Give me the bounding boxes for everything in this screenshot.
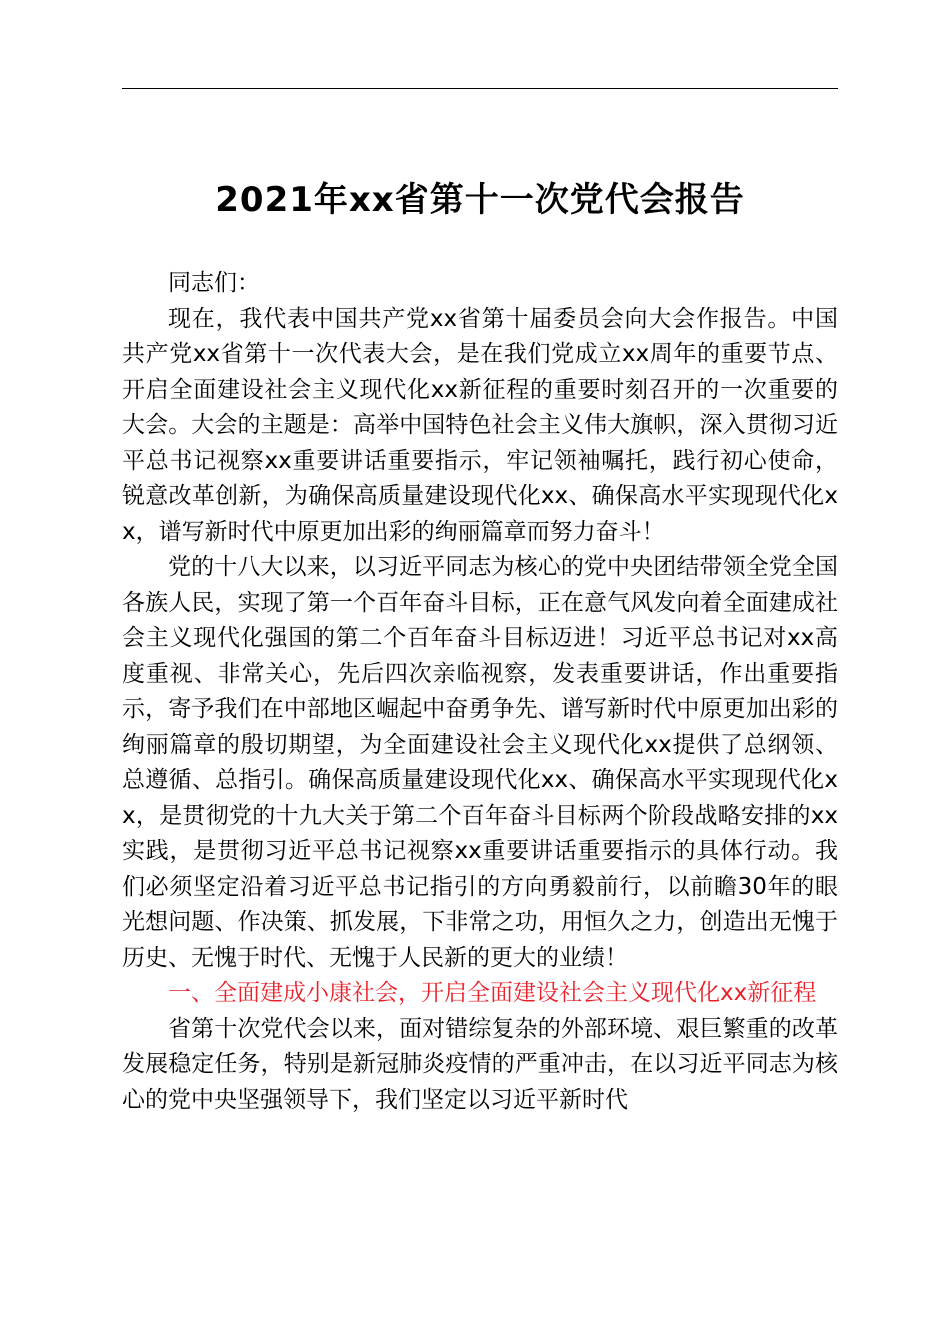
document-body: [122, 266, 838, 1118]
salutation: 同志们：: [168, 270, 260, 296]
document-title: 2021年xx省第十一次党代会报告: [215, 180, 745, 220]
section-heading: 一、全面建成小康社会，开启全面建设社会主义现代化xx新征程: [168, 980, 817, 1006]
body-paragraph: 现在，我代表中国共产党xx省第十届委员会向大会作报告。中国共产党xx省第十一次代表大会，是在我们党成立xx周年的重要节点、开启全面建设社会主义现代化xx新征程的重要时刻召开的一次重要的大会。大会的主题是：高举中国特色社会主义伟大旗帜，深入贯彻习近平总书记视察xx重要讲话重要指示，牢记领袖嘱托，践行初心使命，锐意改革创新，为确保高质量建设现代化xx、确保高水平实现现代化xx，谱写新时代中原更加出彩的绚丽篇章而努力奋斗！: [122, 305, 838, 545]
header-rule: [122, 88, 838, 89]
body-paragraph: 党的十八大以来，以习近平同志为核心的党中央团结带领全党全国各族人民，实现了第一个百年奋斗目标，正在意气风发向着全面建成社会主义现代化强国的第二个百年奋斗目标迈进！习近平总书记对xx高度重视、非常关心，先后四次亲临视察，发表重要讲话，作出重要指示，寄予我们在中部地区崛起中奋勇争先、谱写新时代中原更加出彩的绚丽篇章的殷切期望，为全面建设社会主义现代化xx提供了总纲领、总遵循、总指引。确保高质量建设现代化xx、确保高水平实现现代化xx，是贯彻党的十九大关于第二个百年奋斗目标两个阶段战略安排的xx实践，是贯彻习近平总书记视察xx重要讲话重要指示的具体行动。我们必须坚定沿着习近平总书记指引的方向勇毅前行，以前瞻30年的眼光想问题、作决策、抓发展，下非常之功，用恒久之力，创造出无愧于历史、无愧于时代、无愧于人民新的更大的业绩！: [122, 554, 838, 971]
body-paragraph: 省第十次党代会以来，面对错综复杂的外部环境、艰巨繁重的改革发展稳定任务，特别是新冠肺炎疫情的严重冲击，在以习近平同志为核心的党中央坚强领导下，我们坚定以习近平新时代: [122, 1015, 838, 1113]
